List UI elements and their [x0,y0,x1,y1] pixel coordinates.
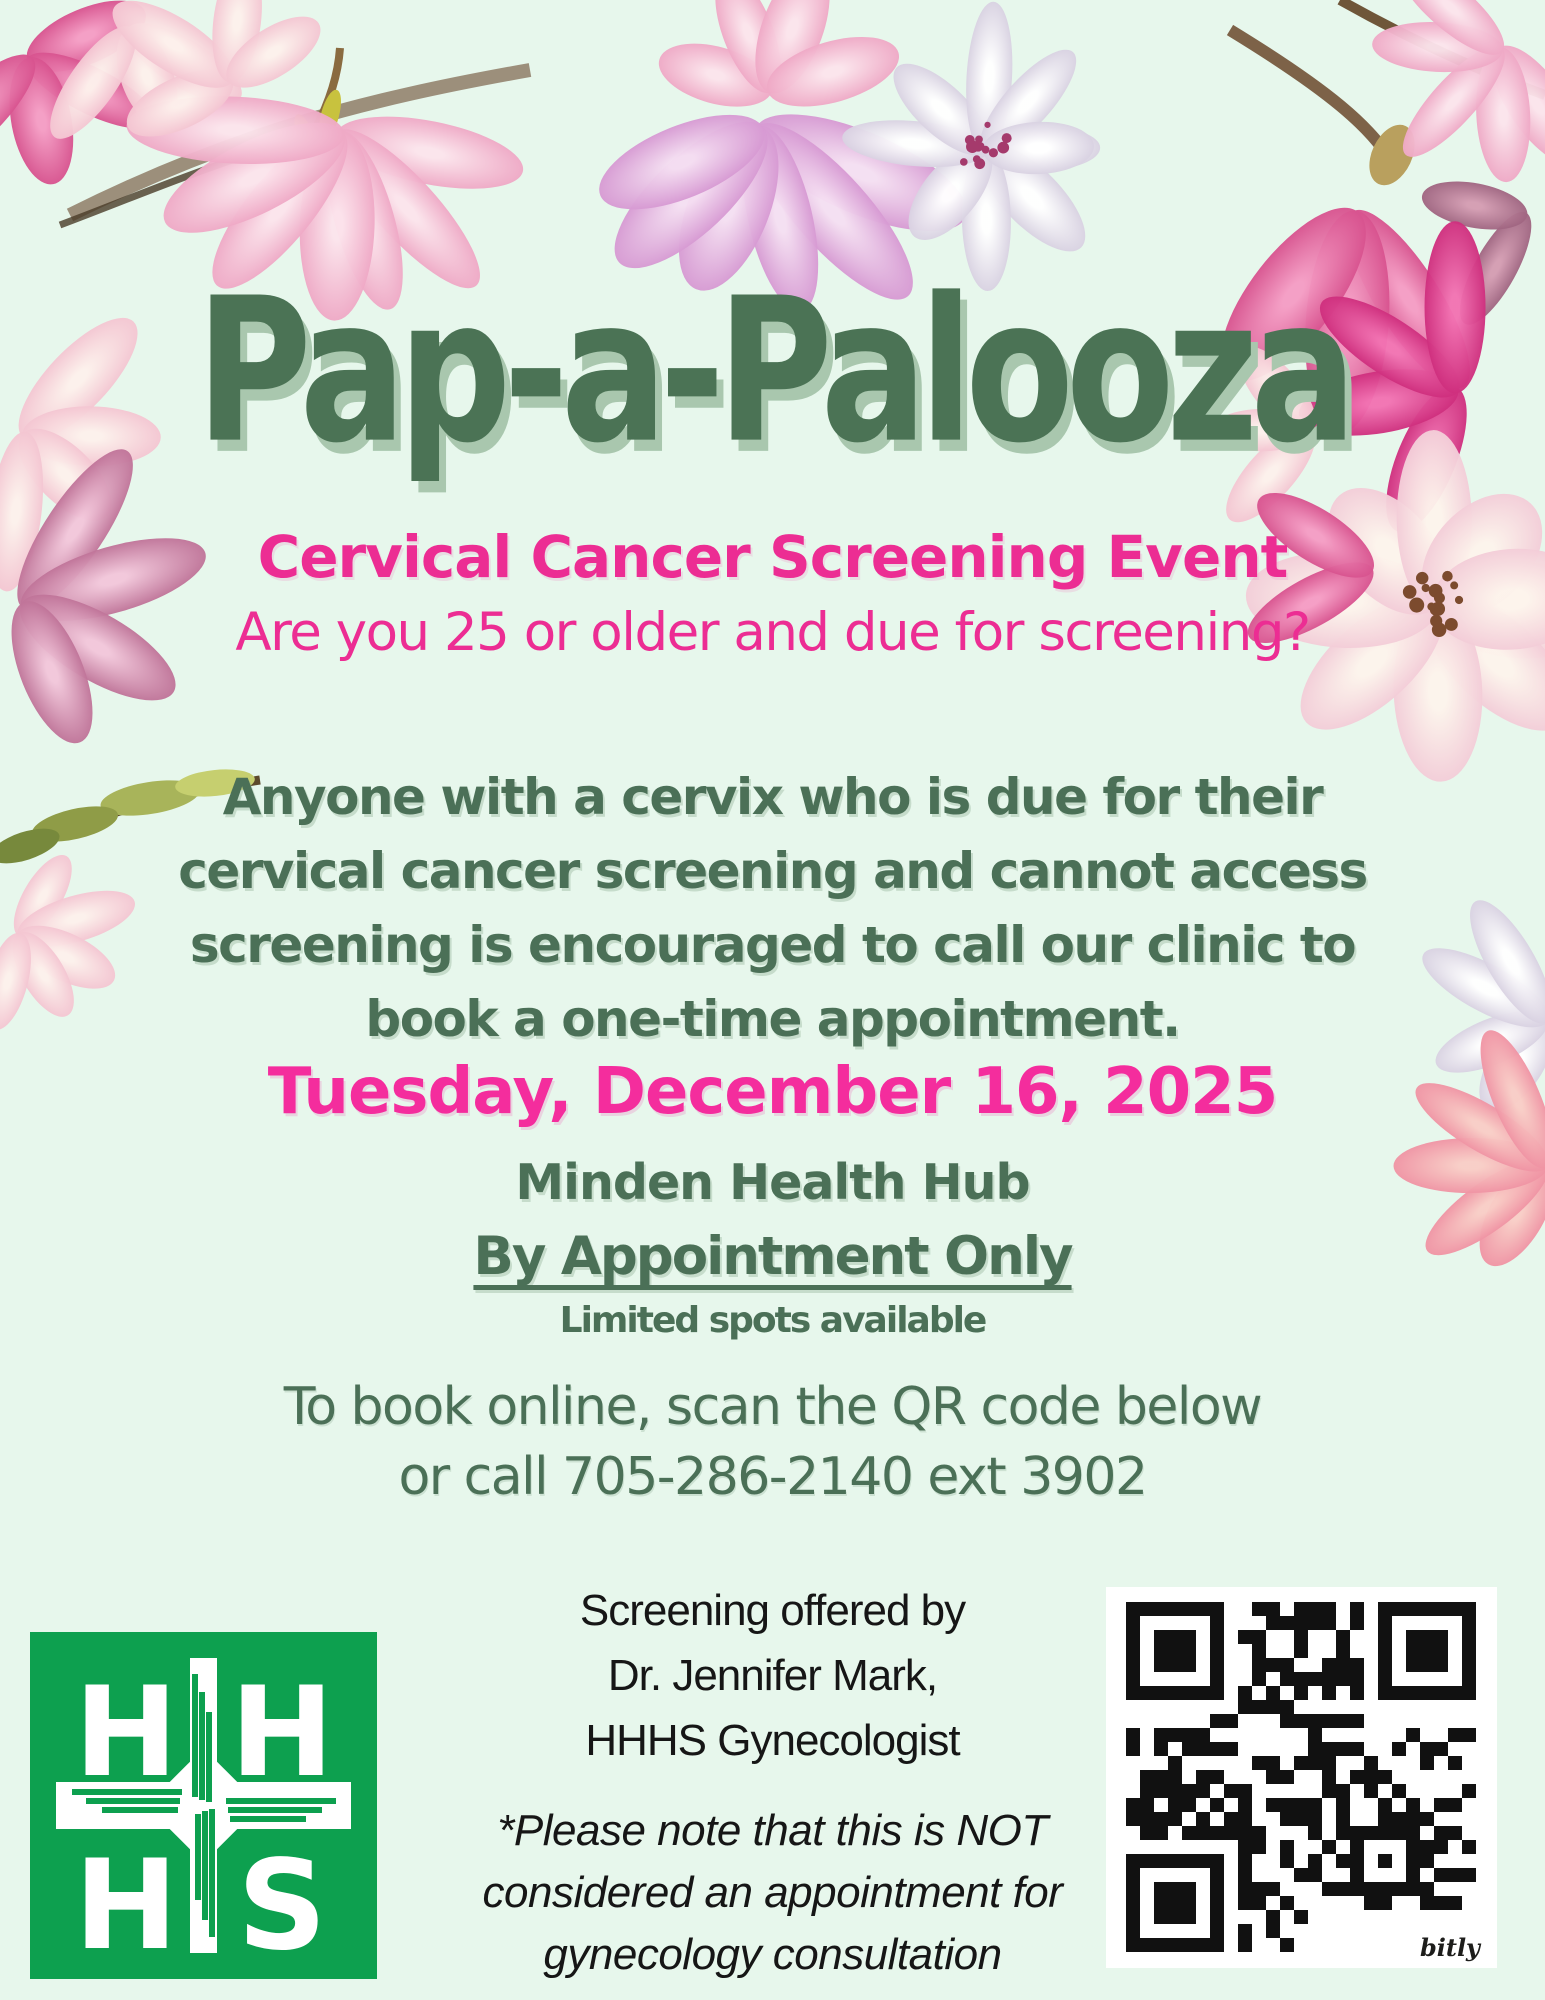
qr-code [1106,1587,1497,1968]
disclaimer-line: considered an appointment for [482,1868,1063,1917]
offered-by-role: HHHS Gynecologist [585,1716,960,1765]
logo-letter: S [237,1834,327,1978]
description-line: book a one-time appointment. [365,990,1180,1048]
appointment-note-text: By Appointment Only [473,1226,1072,1287]
description-line: Anyone with a cervix who is due for their [222,768,1323,826]
booking-line: To book online, scan the QR code below [283,1377,1262,1437]
event-description [0,760,1545,1056]
hhhs-logo-graphic [30,1632,377,1979]
disclaimer-line: gynecology consultation [543,1930,1002,1979]
logo-letter: H [74,1834,178,1978]
booking-info [0,1372,1545,1512]
hhhs-logo [30,1632,377,1979]
poster-title: Pap-a-Palooza [195,255,1350,488]
appointment-note [0,1226,1545,1287]
booking-line-phone: or call 705-286-2140 ext 3902 [398,1447,1147,1507]
disclaimer-line: *Please note that this is NOT [497,1806,1048,1855]
spots-note: Limited spots available [559,1300,986,1341]
description-line: cervical cancer screening and cannot access [178,842,1367,900]
logo-letter: H [74,1661,178,1805]
qr-brand-label: bitly [1417,1933,1483,1962]
description-line: screening is encouraged to call our clinic to [189,916,1356,974]
event-date: Tuesday, December 16, 2025 [267,1055,1278,1129]
event-question: Are you 25 or older and due for screening? [235,602,1310,663]
event-location: Minden Health Hub [515,1154,1030,1211]
event-heading: Cervical Cancer Screening Event [257,523,1288,591]
qr-code-graphic [1106,1587,1497,1968]
offered-by-doctor: Dr. Jennifer Mark, [607,1651,938,1700]
offered-by-line: Screening offered by [579,1586,966,1635]
logo-letter: H [230,1661,334,1805]
